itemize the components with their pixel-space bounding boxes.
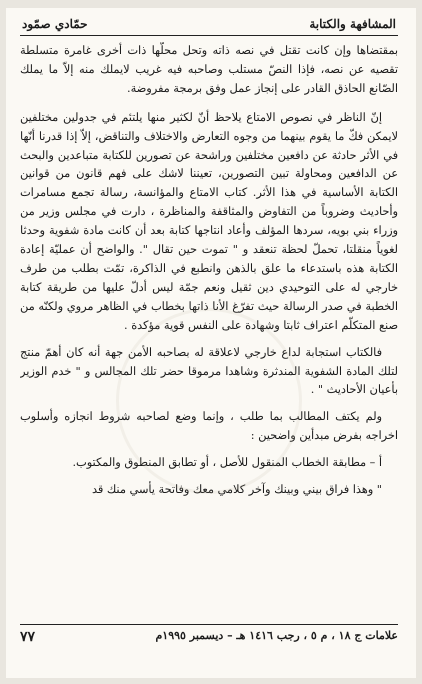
paragraph-4: ولم يكتف المطالب بما طلب ، وإنما وضع لصاحبه شروط انجازه وأسلوب اخراجه بفرض مبدأين واضحين : <box>20 410 398 443</box>
page-number: ٧٧ <box>20 629 36 645</box>
header-title: المشافهة والكتابة <box>309 17 396 31</box>
journal-citation: علامات ج ١٨ ، م ٥ ، رجب ١٤١٦ هـ – ديسمبر ١٩٩٥م <box>155 629 398 642</box>
paragraph-5: أ – مطابقة الخطاب المنقول للأصل ، أو تطابق المنطوق والمكتوب. <box>72 456 382 470</box>
paragraph-6: " وهذا فراق بيني وبينك وآخر كلامي معك وفاتحة يأسي منك قد <box>91 483 382 497</box>
body-text <box>20 42 398 622</box>
paragraph-3: فالكتاب استجابة لداع خارجي لاعلاقة له بصاحبه الأمن جهة أنه كان أهمّ منتج لتلك المادة الشفوية المندثرة وشاهدا مرموقا حضر تلك المجالس و " خدم الوزير بأعيان الأحاديث " . <box>20 345 398 397</box>
paragraph-2: إنّ الناظر في نصوص الامتاع يلاحظ أنّ لكثير منها يلتئم في جدولين مختلفين لايمكن فكّ ما يقوم بينهما من وجوه التعارض والاختلاف والتناقض، إلاّ إذا قدرنا أنّها في الأثر حادثة عن دافعين مختلفين وراشحة عن تصورين للكتابة متباعدين والبحث عن الدافعين ومحاولة تبين التصورين، تعيننا لاشك على فهم قانون من قوانين الكتابة الأساسية في هذا الأثر. كتاب الامتاع والمؤانسة، رسالة تجمع مسامرات وأحاديث وضروباً من التفاوض والمثاقفة والمناظرة ، دارت في مجلس وزير من وزراء بني بويه، سردها المؤلف وأعاد انتاجها كتابة بعد أن كانت مادة شفوية وحدثا لغوياً منقلتا، تحملّ لحظة تنعقد و " تموت حين تقال ". والواضح أن عمليّة إعادة الكتابة هذه باستدعاء ما علق بالذهن وانطبع في الذاكرة، تمّت بطلب من طرف خارجي له على التوحيدي دين ثقيل ونعم جمّة ليس أدلّ عليها من طريقة كتابة الخطبة في صدر الرسالة حيث تفرّغ الأنا ذاتها بخطاب في الظاهر مروي ولكنّه من صنع المتكلّم اعتراف ثابتا وشهادة على النفس قوية مؤكدة . <box>20 110 398 332</box>
book-page <box>6 8 416 678</box>
running-header <box>20 14 398 35</box>
header-author: حمّادي صمّود <box>22 17 88 31</box>
paragraph-1: بمقتضاها وإن كانت تقتل في نصه ذاته وتحل محلّها ذات أخرى غامرة متسلطة تقصيه عن نصه، فإذا النصّ مستلب وصاحبه فيه غريب لايملك منه إلاّ ما يملك الصّانع الحاذق القادر على إنجاز عمل وفق برمجة مفروضة. <box>20 44 398 95</box>
page-footer <box>20 625 398 645</box>
header-rule <box>20 35 398 36</box>
